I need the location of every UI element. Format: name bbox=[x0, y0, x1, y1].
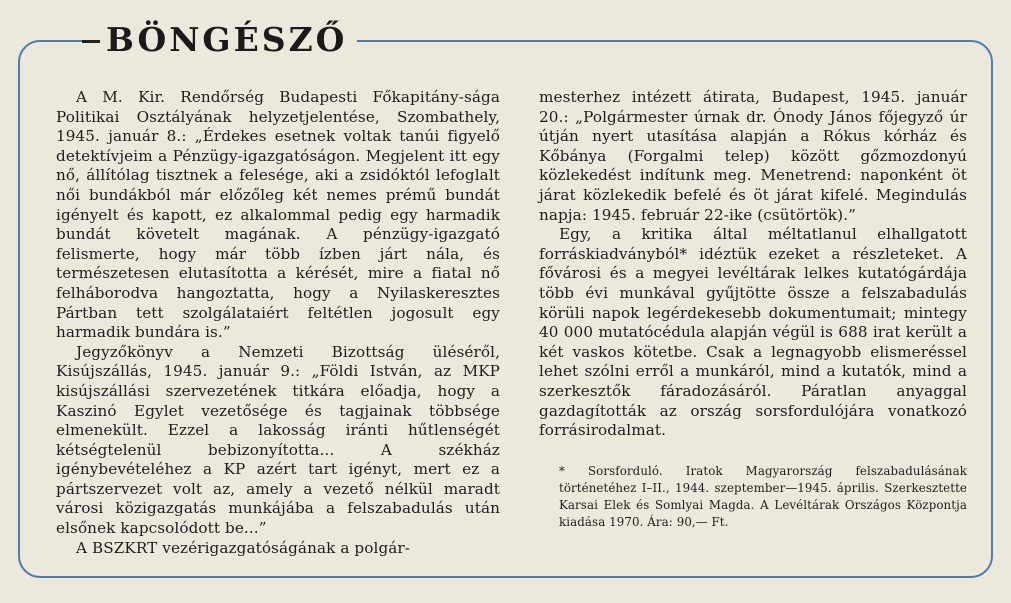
paragraph-commentary: Egy, a kritika által méltatlanul elhallgatott forráskiadványból* idéztük ezeket a részleteket. A fővárosi és a megyei levéltárak lelkes kutatógárdája több évi munkával gyűjtötte össze a felszabadulás körüli napok legérdekesebb dokumentumait; mintegy 40 000 mutatócédula alapján végül is 688 irat került a két vaskos kötetbe. Csak a legnagyobb elismeréssel lehet szólni erről a munkáról, mind a kutatók, mind a szerkesztők fáradozásáról. Páratlan anyaggal gazdagították az ország sorsfordulójára vonatkozó forrásirodalmat. bbox=[539, 225, 967, 440]
paragraph-committee-minutes: Jegyzőkönyv a Nemzeti Bizottság üléséről, Kisújszállás, 1945. január 9.: „Földi István, az MKP kisújszállási szervezetének titkára előadja, hogy a Kaszinó Egylet vezetősége és tagjainak többsége elmenekült. Ezzel a lakosság iránti hűtlenségét kétségtelenül bebizonyította... A székház igénybevételéhez a KP azért tart igényt, mert ez a pártszervezet volt az, amely a vezető nélkül maradt városi közigazgatás munkájába a felszabadulás után elsőnek kapcsolódott be...” bbox=[56, 342, 500, 538]
left-column bbox=[56, 88, 500, 558]
column-title: BÖNGÉSZŐ bbox=[106, 20, 348, 59]
paragraph-bszkrt-start: A BSZKRT vezérigazgatóságának a polgár- bbox=[76, 538, 411, 557]
paragraph-bszkrt-continuation: mesterhez intézett átirata, Budapest, 1945. január 20.: „Polgármester úrnak dr. Ónody János főjegyző úr útján nyert utasítása alapján a Rókus kórház és Kőbánya (Forgalmi telep) között gőzmozdonyú közlekedést indítunk meg. Menetrend: naponként öt járat közlekedik befelé és öt járat kifelé. Megindulás napja: 1945. február 22-ike (csütörtök).” bbox=[539, 88, 967, 224]
footnote: * Sorsforduló. Iratok Magyarország felszabadulásának történetéhez I–II., 1944. szeptember—1945. április. Szerkesztette Karsai Elek és Somlyai Magda. A Levéltárak Országos Központja kiadása 1970. Ára: 90,— Ft. bbox=[559, 463, 967, 529]
title-box bbox=[100, 18, 357, 62]
right-column bbox=[539, 88, 967, 531]
paragraph-police-report: A M. Kir. Rendőrség Budapesti Főkapitány-sága Politikai Osztályának helyzetjelentése, Szombathely, 1945. január 8.: „Érdekes esetnek voltak tanúi figyelő detektívjeim a Pénzügy-igazgatóságon. Megjelent itt egy nő, állítólag tisztnek a felesége, aki a zsidóktól lefoglalt női bundákból már előzőleg két nemes prémű bundát igényelt és kapott, ez alkalommal pedig egy harmadik bundát követelt magának. A pénzügy-igazgató felismerte, hogy már több ízben járt nála, és természetesen elutasította a kérését, mire a fiatal nő felháborodva hangoztatta, hogy a Nyilaskeresztes Pártban tett szolgálataiért feltétlen jogosult egy harmadik bundára is.” bbox=[56, 88, 500, 342]
